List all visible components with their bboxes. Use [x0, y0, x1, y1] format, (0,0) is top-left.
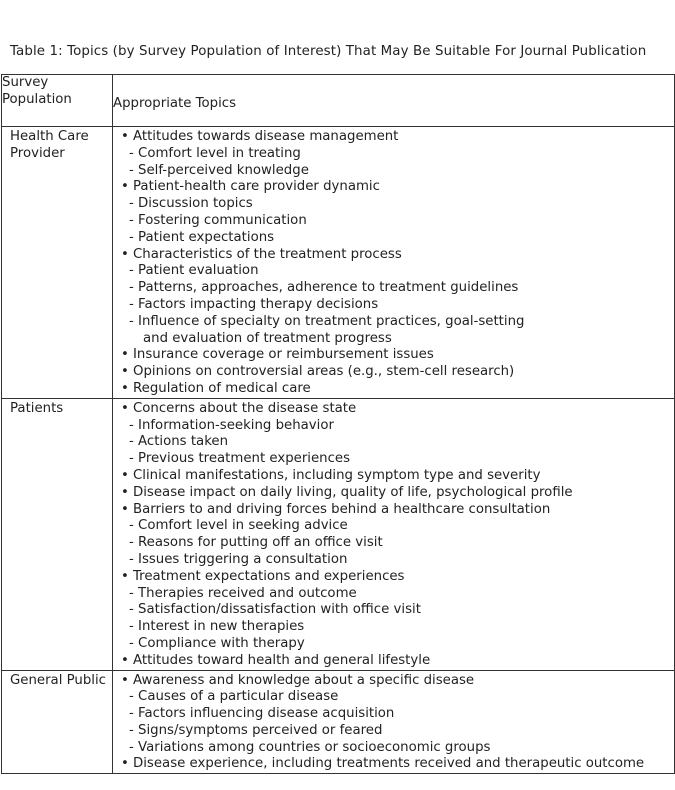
topic-bullet-item: • Attitudes toward health and general lifestyle: [119, 653, 674, 670]
population-cell: [2, 670, 113, 774]
topics-cell: [113, 670, 675, 774]
topic-sub-item: - Interest in new therapies: [119, 619, 674, 636]
table-caption: Table 1: Topics (by Survey Population of Interest) That May Be Suitable For Journal Publication: [10, 44, 647, 59]
topics-list: [113, 127, 674, 398]
topic-sub-item: - Influence of specialty on treatment practices, goal-setting: [119, 314, 674, 331]
topic-bullet-item: • Barriers to and driving forces behind a healthcare consultation: [119, 502, 674, 519]
topic-sub-item: - Patient evaluation: [119, 263, 674, 280]
topic-sub-item: - Satisfaction/dissatisfaction with office visit: [119, 602, 674, 619]
header-survey-population: Survey Population: [2, 75, 113, 127]
topic-sub-item: - Information-seeking behavior: [119, 418, 674, 435]
topic-bullet-item: • Clinical manifestations, including symptom type and severity: [119, 468, 674, 485]
topic-sub-item: - Patterns, approaches, adherence to treatment guidelines: [119, 280, 674, 297]
topic-bullet-item: • Disease impact on daily living, quality of life, psychological profile: [119, 485, 674, 502]
topic-sub-item: - Actions taken: [119, 434, 674, 451]
topic-sub-item: - Compliance with therapy: [119, 636, 674, 653]
topic-bullet-item: • Patient-health care provider dynamic: [119, 179, 674, 196]
topic-continuation: and evaluation of treatment progress: [143, 330, 392, 346]
topic-sub-item: - Factors influencing disease acquisition: [119, 706, 674, 723]
topic-bullet-item: • Opinions on controversial areas (e.g., stem-cell research): [119, 364, 674, 381]
table-row: [2, 398, 675, 670]
topic-bullet-item: • Regulation of medical care: [119, 381, 674, 398]
topic-bullet-item: • Characteristics of the treatment process: [119, 247, 674, 264]
header-appropriate-topics: Appropriate Topics: [113, 75, 675, 127]
topic-sub-item: - Reasons for putting off an office visit: [119, 535, 674, 552]
topic-bullet-item: • Awareness and knowledge about a specific disease: [119, 673, 674, 690]
topic-sub-item: - Discussion topics: [119, 196, 674, 213]
table-row: [2, 670, 675, 774]
topic-sub-item: - Previous treatment experiences: [119, 451, 674, 468]
topic-sub-item: - Causes of a particular disease: [119, 689, 674, 706]
population-patients: Patients: [10, 400, 64, 416]
topics-cell: [113, 127, 675, 399]
table-row: [2, 127, 675, 399]
topic-sub-item: - Signs/symptoms perceived or feared: [119, 723, 674, 740]
topic-sub-item: - Factors impacting therapy decisions: [119, 297, 674, 314]
topic-bullet-item: • Insurance coverage or reimbursement issues: [119, 347, 674, 364]
population-general-public: General Public: [10, 672, 106, 688]
topic-sub-item: - Patient expectations: [119, 230, 674, 247]
topic-bullet-item: • Disease experience, including treatments received and therapeutic outcome: [119, 756, 674, 773]
topics-cell: [113, 398, 675, 670]
topic-sub-item: - Comfort level in seeking advice: [119, 518, 674, 535]
topics-list: [113, 671, 674, 774]
topic-sub-item: - Therapies received and outcome: [119, 586, 674, 603]
topic-sub-item: - Fostering communication: [119, 213, 674, 230]
topics-table: [1, 74, 675, 774]
topic-bullet-item: • Treatment expectations and experiences: [119, 569, 674, 586]
population-cell: [2, 398, 113, 670]
population-cell: [2, 127, 113, 399]
topics-list: [113, 399, 674, 670]
topic-sub-item: - Variations among countries or socioeconomic groups: [119, 740, 674, 757]
header-row: [2, 75, 675, 127]
population-health-care-provider: Health Care Provider: [10, 129, 89, 161]
topic-sub-item: - Self-perceived knowledge: [119, 163, 674, 180]
topic-sub-item: - Comfort level in treating: [119, 146, 674, 163]
topic-bullet-item: • Concerns about the disease state: [119, 401, 674, 418]
topic-bullet-item: • Attitudes towards disease management: [119, 129, 674, 146]
topic-sub-item: - Issues triggering a consultation: [119, 552, 674, 569]
